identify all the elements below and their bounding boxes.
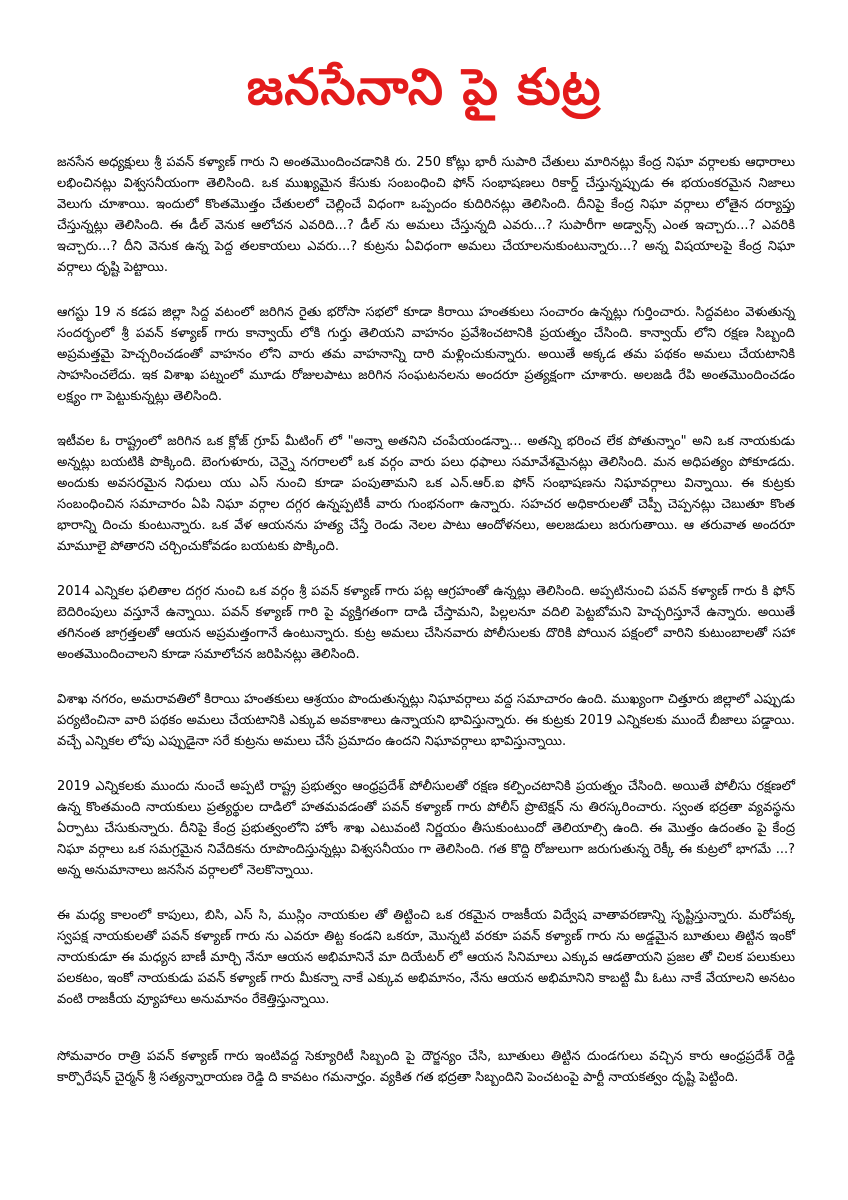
paragraph-7: ఈ మధ్య కాలంలో కాపులు, బిసి, ఎస్ సి, ముస్లిం నాయకుల తో తిట్టించి ఒక రకమైన రాజకీయ విద్వేష వాతావరణాన్ని సృష్టిస్తున్నారు. మరోపక్క స్వపక్ష నాయకులతో పవన్ కళ్యాణ్ గారు ను ఎవరూ తిట్ట కండని ఒకరూ, మొన్నటి వరకూ పవన్ కళ్యాణ్ గారు ను అడ్డమైన బూతులు తిట్టిన ఇంకో నాయకుడూ ఈ మధ్యన బాణీ మార్చి నేనూ ఆయన అభిమానినే మా దియేటర్ లో ఆయన సినిమాలు ఎక్కువ ఆడతాయని ప్రజల తో చిలక పలుకులు పలకటం, ఇంకో నాయకుడు పవన్ కళ్యాణ్ గారు మీకన్నా నాకే ఎక్కువ అభిమానం, నేను ఆయన అభిమానిని కాబట్టి మీ ఓటు నాకే వేయాలని అనటం వంటి రాజకీయ వ్యూహాలు అనుమానం రేకెత్తిస్తున్నాయి. [57,908,795,1007]
paragraph-8: సోమవారం రాత్రి పవన్ కళ్యాణ్ గారు ఇంటివద్ద సెక్యూరిటీ సిబ్బంది పై దౌర్జన్యం చేసి, బూతులు తిట్టిన దుండగులు వచ్చిన కారు ఆంధ్రప్రదేశ్ రెడ్డి కార్పొరేషన్ చైర్మన్ శ్రీ సత్యన్నారాయణ రెడ్డి ది కావటం గమనార్హం. వ్యకిత గత భద్రతా సిబ్బందిని పెంచటంపై పార్టీ నాయకత్వం దృష్టి పెట్టింది. [57,1049,795,1085]
paragraph-1: జనసేన అధ్యక్షులు శ్రీ పవన్ కళ్యాణ్ గారు ని అంతమొందించడానికి రు. 250 కోట్లు భారీ సుపారి చేతులు మారినట్లు కేంద్ర నిఘా వర్గాలకు ఆధారాలు లభించినట్లు విశ్వసనీయంగా తెలిసింది. ఒక ముఖ్యమైన కేసుకు సంబంధించి ఫోన్ సంభాషణలు రికార్డ్ చేస్తున్నప్పుడు ఈ భయంకరమైన నిజాలు వెలుగు చూశాయి. ఇందులో కొంతమొత్తం చేతులలో చెల్లించే విధంగా ఒప్పందం కుదిరినట్లు తెలిసింది. దీనిపై కేంద్ర నిఘా వర్గాలు లోతైన దర్యాప్తు చేస్తున్నట్లు తెలిసింది. ఈ డీల్ వెనుక ఆలోచన ఎవరిది...? డీల్ ను అమలు చేస్తున్నది ఎవరు...? సుపారీగా అడ్వాన్స్ ఎంత ఇచ్చారు...? ఎవరికి ఇచ్చారు...? దీని వెనుక ఉన్న పెద్ద తలకాయలు ఎవరు...? కుట్రను ఏవిధంగా అమలు చేయాలనుకుంటున్నారు...? అన్న విషయాలపై కేంద్ర నిఘా వర్గాలు దృష్టి పెట్టాయి. [57,155,795,275]
article-body [57,152,795,1088]
paragraph-6: 2019 ఎన్నికలకు ముందు నుంచే అప్పటి రాష్ట్ర ప్రభుత్వం ఆంధ్రప్రదేశ్ పోలీసులతో రక్షణ కల్పించటానికి ప్రయత్నం చేసింది. అయితే పోలీసు రక్షణలో ఉన్న కొంతమంది నాయకులు ప్రత్యర్థుల దాడిలో హతమవడంతో పవన్ కళ్యాణ్ గారు పోలీస్ ప్రొటెక్షన్ ను తిరస్కరించారు. స్వంత భద్రతా వ్యవస్థను ఏర్పాటు చేసుకున్నారు. దీనిపై కేంద్ర ప్రభుత్వంలోని హోం శాఖ ఎటువంటి నిర్ణయం తీసుకుంటుందో తెలియాల్సి ఉంది. ఈ మొత్తం ఉదంతం పై కేంద్ర నిఘా వర్గాలు ఒక సమగ్రమైన నివేదికను రూపొందిస్తున్నట్లు విశ్వసనీయం గా తెలిసింది. గత కొద్ది రోజులుగా జరుగుతున్న రెక్కీ ఈ కుట్రలో భాగమే ...? అన్న అనుమానాలు జనసేన వర్గాలలో నెలకొన్నాయి. [57,779,795,878]
paragraph-2: ఆగస్టు 19 న కడప జిల్లా సిద్ద వటంలో జరిగిన రైతు భరోసా సభలో కూడా కిరాయి హంతకులు సంచారం ఉన్నట్లు గుర్తించారు. సిద్దవటం వెళుతున్న సందర్భంలో శ్రీ పవన్ కళ్యాణ్ గారు కాన్వాయ్ లోకి గుర్తు తెలియని వాహనం ప్రవేశించటానికి ప్రయత్నం చేసింది. కాన్వాయ్ లోని రక్షణ సిబ్బంది అప్రమత్తమై హెచ్చరించడంతో వాహనం లోని వారు తమ వాహనాన్ని దారి మళ్లించుకున్నారు. అయితే అక్కడ తమ పథకం అమలు చేయటానికి సాహసించలేదు. ఇక విశాఖ పట్నంలో మూడు రోజులపాటు జరిగిన సంఘటనలను అందరూ ప్రత్యక్షంగా చూశారు. అలజడి రేపి అంతమొందించడం లక్ష్యం గా పెట్టుకున్నట్లు తెలిసింది. [57,305,795,404]
paragraph-3: ఇటీవల ఓ రాష్ట్రంలో జరిగిన ఒక క్లోజ్ గ్రూప్ మీటింగ్ లో "అన్నా అతనిని చంపేయండన్నా... అతన్ని భరించ లేక పోతున్నాం" అని ఒక నాయకుడు అన్నట్లు బయటికి పొక్కింది. బెంగుళూరు, చెన్నై నగరాలలో ఒక వర్గం వారు పలు ధఫాలు సమావేశమైనట్లు తెలిసింది. మన అధిపత్యం పోకూడదు. అందుకు అవసరమైన నిధులు యు ఎస్ నుంచి కూడా పంపుతామని ఒక ఎన్.ఆర్.ఐ ఫోన్ సంభాషణను నిఘావర్గాలు విన్నాయి. ఈ కుట్రకు సంబంధించిన సమాచారం ఏపి నిఘా వర్గాల దగ్గర ఉన్నప్పటికీ వారు గుంభనంగా ఉన్నారు. సహచర అధికారులతో చెప్పీ చెప్పనట్లు చెబుతూ కొంత భారాన్ని దించు కుంటున్నారు. ఒక వేళ ఆయనను హత్య చేస్తే రెండు నెలల పాటు ఆందోళనలు, అలజడులు జరుగుతాయి. ఆ తరువాత అందరూ మామూలై పోతారని చర్చించుకోవడం బయటకు పొక్కింది. [57,434,795,554]
paragraph-5: విశాఖ నగరం, అమరావతిలో కిరాయి హంతకులు ఆశ్రయం పొందుతున్నట్లు నిఘావర్గాలు వద్ద సమాచారం ఉంది. ముఖ్యంగా చిత్తూరు జిల్లాలో ఎప్పుడు పర్యటించినా వారి పథకం అమలు చేయటానికి ఎక్కువ అవకాశాలు ఉన్నాయని భావిస్తున్నారు. ఈ కుట్రకు 2019 ఎన్నికలకు ముందే బీజాలు పడ్డాయి. వచ్చే ఎన్నికల లోపు ఎప్పుడైనా సరే కుట్రను అమలు చేసే ప్రమాదం ఉందని నిఘావర్గాలు భావిస్తున్నాయి. [57,692,795,749]
article-title: జనసేనాని పై కుట్ర [246,58,602,116]
paragraph-4: 2014 ఎన్నికల ఫలితాల దగ్గర నుంచి ఒక వర్గం శ్రీ పవన్ కళ్యాణ్ గారు పట్ల ఆగ్రహంతో ఉన్నట్లు తెలిసింది. అప్పటినుంచి పవన్ కళ్యాణ్ గారు కి ఫోన్ బెదిరింపులు వస్తూనే ఉన్నాయి. పవన్ కళ్యాణ్ గారి పై వ్యక్తిగతంగా దాడి చేస్తామని, పిల్లలనూ వదిలి పెట్టబోమని హెచ్చరిస్తూనే ఉన్నారు. అయితే తగినంత జాగ్రత్తలతో ఆయన అప్రమత్తంగానే ఉంటున్నారు. కుట్ర అమలు చేసినవారు పోలీసులకు దొరికి పోయిన పక్షంలో వారిని కుటుంబాలతో సహా అంతమొందించాలని కూడా సమాలోచన జరిపినట్లు తెలిసింది. [57,584,795,662]
